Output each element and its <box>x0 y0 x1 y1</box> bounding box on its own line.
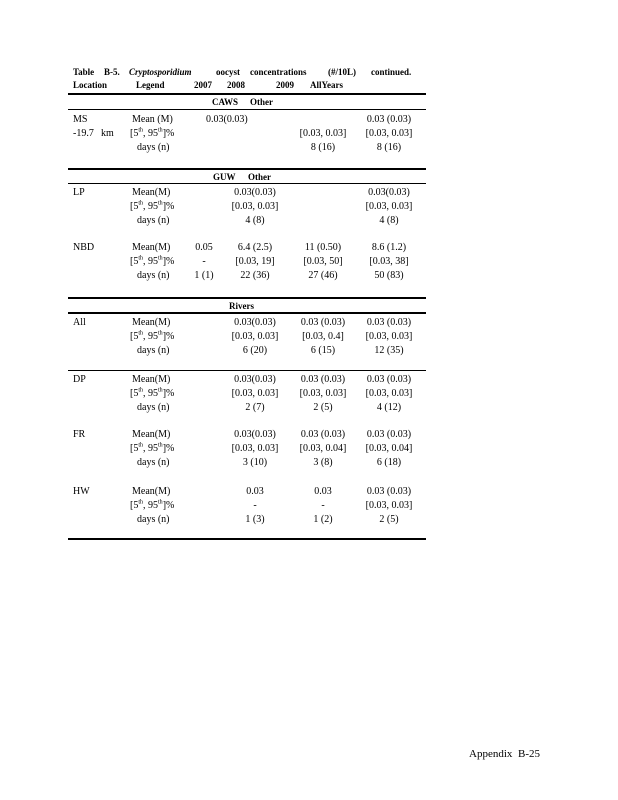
rule-rivers-mid <box>68 370 426 371</box>
legend-days: days (n) <box>137 457 170 468</box>
legend-mean: Mean(M) <box>132 187 171 198</box>
cell-total-range: [0.03, 0.03] <box>365 388 413 399</box>
rule-guw-bottom <box>68 183 426 184</box>
cell-total-mean: 0.03 (0.03) <box>366 114 412 125</box>
title-concentrations: concentrations <box>250 67 307 77</box>
cell-2008-days: 6 (20) <box>242 345 268 356</box>
legend-mean: Mean(M) <box>132 486 171 497</box>
location-name: MS <box>73 114 88 125</box>
cell-2008-mean: 6.4 (2.5) <box>237 242 273 253</box>
cell-all-mean: 0.03 (0.03) <box>300 374 346 385</box>
section-label-caws: CAWS <box>212 97 239 107</box>
location-name: FR <box>73 429 86 440</box>
cell-total-mean: 0.03 (0.03) <box>366 486 412 497</box>
cell-total-days: 4 (8) <box>379 215 399 226</box>
cell-all-days: 3 (8) <box>313 457 333 468</box>
cell-total-range: [0.03, 0.03] <box>365 500 413 511</box>
legend-percentiles: [5th, 95th]% <box>130 442 175 454</box>
section-label-guw: GUW <box>213 172 236 182</box>
cell-2008-range: [0.03, 0.03] <box>231 331 279 342</box>
legend-percentiles: [5th, 95th]% <box>130 200 175 212</box>
title-continued: continued. <box>371 67 412 77</box>
cell-all-mean: 0.03 <box>314 486 332 497</box>
legend-mean: Mean(M) <box>132 429 171 440</box>
cell-total-mean: 0.03 (0.03) <box>366 374 412 385</box>
cell-total-range: [0.03, 0.03] <box>365 331 413 342</box>
cell-2008-days: 22 (36) <box>240 270 270 281</box>
cell-2007-mean: 0.05 <box>195 242 213 253</box>
legend-days: days (n) <box>137 270 170 281</box>
location-name: LP <box>73 187 85 198</box>
legend-days: days (n) <box>137 402 170 413</box>
rule-guw-top <box>68 168 426 170</box>
legend-percentiles: [5th, 95th]% <box>130 499 175 511</box>
title-table-number: B-5. <box>104 67 120 77</box>
legend-percentiles: [5th, 95th]% <box>130 255 175 267</box>
cell-all-days: 1 (2) <box>313 514 333 525</box>
title-table-word: Table <box>73 67 95 77</box>
legend-mean: Mean(M) <box>132 374 171 385</box>
legend-percentiles: [5th, 95th]% <box>130 127 175 139</box>
cell-2008-mean: 0.03(0.03) <box>234 187 276 198</box>
cell-total-days: 8 (16) <box>376 142 402 153</box>
legend-percentiles: [5th, 95th]% <box>130 330 175 342</box>
cell-2008-mean: 0.03(0.03) <box>206 114 248 125</box>
location-name: NBD <box>73 242 95 253</box>
rule-caws-top <box>68 109 426 110</box>
section-label-rivers: Rivers <box>229 301 254 311</box>
cell-all-range: [0.03, 0.4] <box>302 331 344 342</box>
footer-appendix: Appendix <box>469 748 513 760</box>
legend-days: days (n) <box>137 142 170 153</box>
rule-header <box>68 93 426 95</box>
cell-2008-mean: 0.03(0.03) <box>234 317 276 328</box>
cell-total-mean: 0.03 (0.03) <box>366 429 412 440</box>
cell-2008-range: [0.03, 0.03] <box>231 388 279 399</box>
cell-2008-days: 3 (10) <box>242 457 268 468</box>
cell-total-range: [0.03, 0.03] <box>365 128 413 139</box>
cell-all-days: 27 (46) <box>308 270 338 281</box>
cell-all-days: 8 (16) <box>310 142 336 153</box>
cell-total-days: 2 (5) <box>379 514 399 525</box>
location-name: HW <box>73 486 90 497</box>
cell-total-days: 6 (18) <box>376 457 402 468</box>
cell-all-mean: 0.03 (0.03) <box>300 429 346 440</box>
legend-mean: Mean(M) <box>132 242 171 253</box>
cell-2007-range: - <box>202 256 206 267</box>
title-oocyst: oocyst <box>216 67 240 77</box>
footer-page-number: B-25 <box>518 748 540 760</box>
cell-total-mean: 0.03(0.03) <box>368 187 410 198</box>
col-2009: 2009 <box>276 80 294 90</box>
rule-table-bottom <box>68 538 426 540</box>
cell-2008-mean: 0.03 <box>246 486 264 497</box>
rule-rivers-bottom <box>68 312 426 314</box>
cell-total-range: [0.03, 0.04] <box>365 443 413 454</box>
location-name: All <box>73 317 86 328</box>
title-unit: (#/10L) <box>328 67 356 77</box>
col-2008: 2008 <box>227 80 245 90</box>
cell-all-mean: 0.03 (0.03) <box>300 317 346 328</box>
cell-total-range: [0.03, 38] <box>369 256 409 267</box>
title-organism: Cryptosporidium <box>129 67 192 77</box>
cell-total-days: 50 (83) <box>374 270 404 281</box>
cell-2007-days: 1 (1) <box>194 270 214 281</box>
rule-rivers-top <box>68 297 426 299</box>
location-name: DP <box>73 374 86 385</box>
cell-total-range: [0.03, 0.03] <box>365 201 413 212</box>
cell-2008-range: [0.03, 0.03] <box>231 201 279 212</box>
cell-2008-mean: 0.03(0.03) <box>234 429 276 440</box>
cell-all-days: 2 (5) <box>313 402 333 413</box>
legend-mean: Mean(M) <box>132 317 171 328</box>
cell-2008-range: - <box>253 500 257 511</box>
cell-2008-mean: 0.03(0.03) <box>234 374 276 385</box>
legend-percentiles: [5th, 95th]% <box>130 387 175 399</box>
cell-total-days: 4 (12) <box>376 402 402 413</box>
legend-days: days (n) <box>137 215 170 226</box>
cell-all-days: 6 (15) <box>310 345 336 356</box>
legend-mean: Mean (M) <box>132 114 173 125</box>
cell-2008-days: 1 (3) <box>245 514 265 525</box>
cell-all-range: [0.03, 0.03] <box>299 128 347 139</box>
cell-all-range: [0.03, 0.03] <box>299 388 347 399</box>
cell-2008-range: [0.03, 0.03] <box>231 443 279 454</box>
legend-days: days (n) <box>137 514 170 525</box>
col-2007: 2007 <box>194 80 212 90</box>
col-legend: Legend <box>136 80 165 90</box>
col-location: Location <box>73 80 108 90</box>
cell-total-mean: 0.03 (0.03) <box>366 317 412 328</box>
location-detail: -19.7 <box>73 128 94 139</box>
legend-days: days (n) <box>137 345 170 356</box>
cell-2008-days: 4 (8) <box>245 215 265 226</box>
cell-total-days: 12 (35) <box>374 345 404 356</box>
cell-2008-range: [0.03, 19] <box>235 256 275 267</box>
section-label-guw-other: Other <box>248 172 271 182</box>
col-all-years: AllYears <box>310 80 343 90</box>
cell-all-range: [0.03, 0.04] <box>299 443 347 454</box>
cell-all-range: - <box>321 500 325 511</box>
location-unit: km <box>101 128 114 139</box>
cell-all-range: [0.03, 50] <box>303 256 343 267</box>
cell-all-mean: 11 (0.50) <box>304 242 342 253</box>
cell-2008-days: 2 (7) <box>245 402 265 413</box>
section-label-caws-other: Other <box>250 97 273 107</box>
cell-total-mean: 8.6 (1.2) <box>371 242 407 253</box>
